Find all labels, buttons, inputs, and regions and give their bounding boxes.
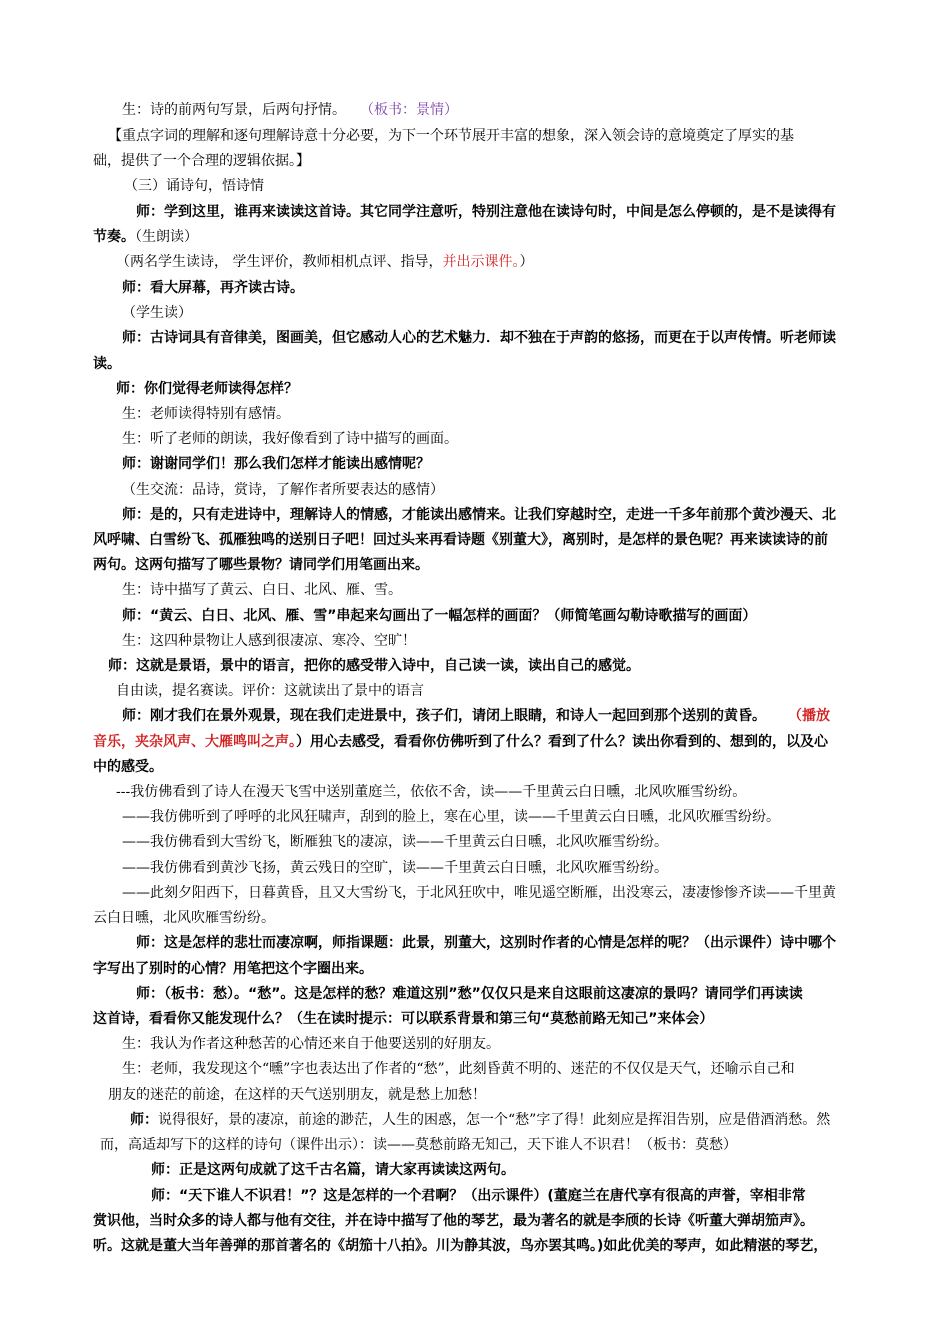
stage-line-1 bbox=[116, 250, 533, 275]
recite-line-5: ——此刻夕阳西下，日暮黄昏，且又大雪纷飞，于北风狂吹中，唯见遥空断雁，出没寒云，凄凄惨惨齐读——千里黄 bbox=[122, 885, 836, 901]
teacher-line-12 bbox=[130, 1108, 830, 1133]
teacher-line-5: 师：谢谢同学们！那么我们怎样才能读出感情呢？ bbox=[122, 456, 430, 472]
student-line-6: 生：我认为作者这种愁苦的心情还来自于他要送别的好朋友。 bbox=[122, 1036, 500, 1052]
recite-line-5-cont: 云白日曛，北风吹雁雪纷纷。 bbox=[93, 910, 275, 926]
teacher-line-10-cont: 字写出了别时的心情？用笔把这个字圈出来。 bbox=[93, 961, 373, 977]
teacher-line-13: 师：正是这两句成就了这千古名篇，请大家再读读这两句。 bbox=[151, 1162, 515, 1178]
student-line-7: 生：老师，我发现这个“曛”字也表达出了作者的“愁”，此刻昏黄不明的、迷茫的不仅仅是天气，还喻示自己和 bbox=[122, 1061, 795, 1077]
teacher-line-2: 师：看大屏幕，再齐读古诗。 bbox=[122, 280, 304, 296]
line-text: ） bbox=[519, 254, 534, 270]
teacher-line-3: 师：古诗词具有音律美，图画美，但它感动人心的艺术魅力．却不独在于声韵的悠扬，而更在于以声传情。听老师读 bbox=[122, 330, 836, 346]
comment-line-1: 【重点字词的理解和逐句理解诗意十分必要，为下一个环节展开丰富的想象，深入领会诗的意境奠定了厚实的基 bbox=[108, 128, 794, 144]
line-text: 说得很好，景的凄凉，前途的渺茫，人生的困惑，怎一个“愁”字了得！此刻应是挥泪告别，应是借酒消愁。然 bbox=[158, 1112, 831, 1128]
teacher-line-4: 师：你们觉得老师读得怎样？ bbox=[116, 381, 298, 397]
student-line-5: 生：这四种景物让人感到很凄凉、寒冷、空旷！ bbox=[122, 633, 416, 649]
teacher-line-3-cont: 读。 bbox=[93, 356, 121, 372]
recite-line-3: ——我仿佛看到大雪纷飞，断雁独飞的凄凉，读——千里黄云白日曛，北风吹雁雪纷纷。 bbox=[122, 834, 668, 850]
teacher-line-6-cont-1: 风呼啸、白雪纷飞、孤雁独鸣的送别日子吧！回过头来再看诗题《别董大》，离别时，是怎样的景色呢？再来读读诗的前 bbox=[93, 532, 828, 548]
teacher-line-14: 师：“天下谁人不识君！”？这是怎样的一个君啊？（出示课件）(董庭兰在唐代享有很高的声誉，宰相非常 bbox=[151, 1188, 806, 1204]
teacher-line-14-cont-2: 听。这就是董大当年善弹的那首著名的《胡笳十八拍》。川为静其波，鸟亦罢其鸣。)如此优美的琴声，如此精湛的琴艺， bbox=[93, 1238, 828, 1254]
comment-line-2: 础，提供了一个合理的逻辑依据。】 bbox=[93, 153, 310, 169]
music-note: （播放 bbox=[788, 708, 830, 724]
line-text: 节奏。 bbox=[93, 229, 135, 245]
recite-line-2: ——我仿佛听到了呼呼的北风狂啸声，刮到的脸上，寒在心里，读——千里黄云白日曛，北风吹雁雪纷纷。 bbox=[122, 809, 780, 825]
teacher-line-1-cont bbox=[93, 225, 198, 250]
recite-line-1: ---我仿佛看到了诗人在漫天飞雪中送别董庭兰，依依不舍，读——千里黄云白日曛，北风吹雁雪纷纷。 bbox=[116, 784, 747, 800]
stage-note: （生朗读） bbox=[135, 229, 198, 245]
student-line-4: 生：诗中描写了黄云、白日、北风、雁、雪。 bbox=[122, 582, 402, 598]
board-note: （板书：景情） bbox=[360, 102, 458, 118]
student-line-2: 生：老师读得特别有感情。 bbox=[122, 406, 290, 422]
teacher-line-1: 师：学到这里，谁再来读读这首诗。其它同学注意听，特别注意他在读诗句时，中间是怎么停顿的，是不是读得有 bbox=[136, 204, 836, 220]
line-text: 师：刚才我们在景外观景，现在我们走进景中，孩子们，请闭上眼睛，和诗人一起回到那个送别的黄昏。 bbox=[122, 708, 766, 724]
student-line-3: 生：听了老师的朗读，我好像看到了诗中描写的画面。 bbox=[122, 431, 458, 447]
teacher-line-9-cont bbox=[93, 730, 828, 755]
teacher-line-6: 师：是的，只有走进诗中，理解诗人的情感，才能读出感情来。让我们穿越时空，走进一千多年前那个黄沙漫天、北 bbox=[122, 507, 836, 523]
teacher-line-10: 师：这是怎样的悲壮而凄凉啊，师指课题：此景，别董大，这别时作者的心情是怎样的呢？（出示课件）诗中哪个 bbox=[136, 935, 836, 951]
teacher-line-9 bbox=[122, 704, 830, 729]
teacher-line-12-cont: 而，高适却写下的这样的诗句（课件出示）：读——莫愁前路无知己，天下谁人不识君！（板书：莫愁） bbox=[100, 1137, 737, 1153]
music-note: 音乐，夹杂风声、大雁鸣叫之声。 bbox=[93, 734, 296, 750]
line-text: ）用心去感受，看看你仿佛听到了什么？看到了什么？读出你看到的、想到的，以及心 bbox=[296, 734, 828, 750]
line-text: 生：诗的前两句写景，后两句抒情。 bbox=[122, 102, 346, 118]
line-text: 师： bbox=[130, 1112, 158, 1128]
line-text: （两名学生读诗， 学生评价，教师相机点评、指导， bbox=[116, 254, 443, 270]
stage-line-3: （生交流：品诗，赏诗，了解作者所要表达的感情） bbox=[122, 482, 444, 498]
recite-line-4: ——我仿佛看到黄沙飞扬，黄云残日的空旷，读——千里黄云白日曛，北风吹雁雪纷纷。 bbox=[122, 860, 668, 876]
teacher-line-14-cont-1: 赏识他，当时众多的诗人都与他有交往，并在诗中描写了他的琴艺，最为著名的就是李颀的长诗《听董大弹胡笳声》。 bbox=[93, 1213, 814, 1229]
teacher-line-11: 师：（板书：愁）。“愁”。这是怎样的愁？难道这别”愁”仅仅只是来自这眼前这凄凉的景吗？请同学们再读读 bbox=[136, 986, 803, 1002]
teacher-line-8: 师：这就是景语，景中的语言，把你的感受带入诗中，自己读一读，读出自己的感觉。 bbox=[108, 658, 640, 674]
line-student-answer-1 bbox=[122, 98, 458, 123]
activity-line: 自由读，提名赛读。评价：这就读出了景中的语言 bbox=[116, 683, 424, 699]
teacher-line-7: 师：“黄云、白日、北风、雁、雪”串起来勾画出了一幅怎样的画面？（师简笔画勾勒诗歌描写的画面） bbox=[122, 608, 757, 624]
section-heading: （三）诵诗句，悟诗情 bbox=[124, 178, 264, 194]
student-line-7-cont: 朋友的迷茫的前途，在这样的天气送别朋友，就是愁上加愁！ bbox=[108, 1087, 486, 1103]
teacher-line-6-cont-2: 两句。这两句描写了哪些景物？请同学们用笔画出来。 bbox=[93, 557, 429, 573]
teacher-line-9-cont-2: 中的感受。 bbox=[93, 759, 163, 775]
teacher-line-11-cont: 这首诗，看看你又能发现什么？（生在读时提示：可以联系背景和第三句“莫愁前路无知己”来体会） bbox=[93, 1011, 714, 1027]
stage-line-2: （学生读） bbox=[122, 305, 192, 321]
courseware-note: 并出示课件。 bbox=[442, 254, 520, 270]
